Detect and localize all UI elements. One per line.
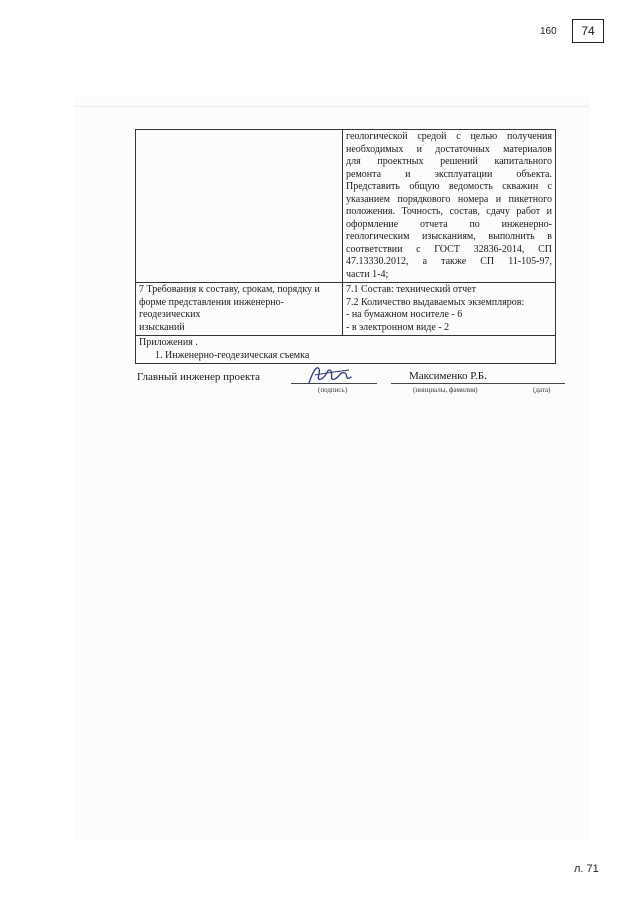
text-line: - на бумажном носителе - 6 [346, 309, 463, 320]
table-cell-appendix [136, 336, 556, 364]
handwritten-signature [305, 361, 357, 389]
date-line [525, 383, 565, 384]
table-row [136, 283, 556, 336]
signature-line [291, 383, 377, 384]
table-cell-empty [136, 130, 343, 283]
table-cell-requirement-title [136, 283, 343, 336]
appendix-title: Приложения . [139, 337, 198, 348]
page-number-box: 74 [572, 19, 604, 43]
caption-signature: (подпись) [318, 386, 348, 394]
text-line: положения. Точность, состав, сдачу работ и [346, 206, 552, 217]
scan-artifact-line [74, 106, 588, 107]
text-line: геологической средой с целью получения [346, 131, 552, 142]
text-line: ремонта и эксплуатации объекта. [346, 168, 552, 180]
text-line: - в электронном виде - 2 [346, 321, 450, 333]
text-line: 7.1 Состав: технический отчет [346, 284, 476, 295]
table-cell-description [343, 130, 556, 283]
requirements-table [135, 129, 556, 364]
sheet-number: л. 71 [574, 863, 599, 875]
text-line: Представить общую ведомость скважин с [346, 181, 552, 192]
document-number: 160 [540, 26, 557, 37]
text-line: форме представления инженерно-геодезических [139, 296, 284, 320]
signer-role: Главный инженер проекта [137, 371, 261, 383]
text-line: необходимых и достаточных материалов [346, 143, 552, 155]
name-line [391, 383, 531, 384]
table-row [136, 336, 556, 364]
text-line: изысканий [139, 321, 185, 333]
text-line: 47.13330.2012, а также СП 11-105-97, [346, 256, 552, 267]
table-cell-requirement-value [343, 283, 556, 336]
text-line: указанием порядкового номера и пикетного [346, 193, 552, 205]
text-line: 7.2 Количество выдаваемых экземпляров: [346, 296, 525, 308]
caption-date: (дата) [533, 386, 551, 394]
text-line: соответствии с ГОСТ 32836-2014, СП [346, 243, 552, 255]
signer-name: Максименко Р.Б. [409, 370, 487, 382]
appendix-item: 1. Инженерно-геодезическая съемка [155, 349, 310, 361]
text-line: геологическим изысканиям, выполнить в [346, 231, 552, 242]
text-line: для проектных решений капитального [346, 156, 552, 167]
table-row [136, 130, 556, 283]
signature-block [135, 371, 575, 401]
text-line: оформление отчета по инженерно- [346, 218, 552, 230]
text-line: части 1-4; [346, 268, 389, 280]
text-line: 7 Требования к составу, срокам, порядку и [139, 284, 320, 295]
caption-initials: (инициалы, фамилия) [413, 386, 478, 394]
